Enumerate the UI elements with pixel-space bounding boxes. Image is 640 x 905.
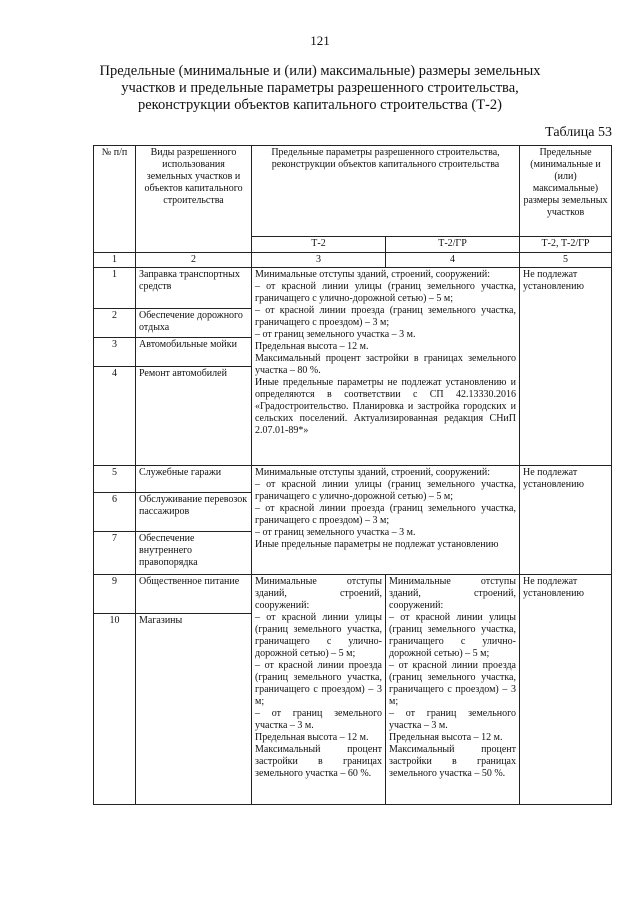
row-kind: Обслуживание перевозок пассажиров <box>136 493 252 532</box>
row-kind: Обеспечение внутреннего правопорядка <box>136 532 252 575</box>
group3-params-t2 <box>252 575 386 805</box>
column-numbers-row <box>94 253 612 268</box>
table-header-row <box>94 146 612 237</box>
param-line: – от границ земельного участка – 3 м. <box>255 329 416 340</box>
param-line: Минимальные отступы зданий, строений, сооружений: <box>389 576 516 611</box>
subheader-both: Т-2, Т-2/ГР <box>520 237 612 253</box>
row-num: 3 <box>94 338 136 367</box>
row-kind: Магазины <box>136 614 252 805</box>
row-kind: Обеспечение дорожного отдыха <box>136 309 252 338</box>
regulations-table <box>93 145 612 805</box>
param-line: Максимальный процент застройки в границах земельного участка – 60 %. <box>255 744 382 779</box>
param-line: Минимальные отступы зданий, строений, сооружений: <box>255 269 491 280</box>
row-num: 4 <box>94 367 136 466</box>
param-line: – от красной линии улицы (границ земельного участка, граничащего с улично-дорожной сетью) – 5 м; <box>389 612 516 659</box>
param-line: Иные предельные параметры не подлежат установлению и определяются в соответствии с СП 42.13330.2016 «Градостроительство. Планировка и застройка городских и сельских поселений. Актуализированная редакция СНиП 2.07.01-89*» <box>255 377 516 436</box>
row-num: 9 <box>94 575 136 614</box>
page-number: 121 <box>310 33 330 48</box>
table-label: Таблица 53 <box>545 125 612 140</box>
table-row <box>94 466 612 493</box>
header-params: Предельные параметры разрешенного строительства, реконструкции объектов капитального строительства <box>252 146 520 237</box>
row-num: 1 <box>94 268 136 309</box>
param-line: Максимальный процент застройки в границах земельного участка – 80 %. <box>255 353 516 376</box>
param-line: Минимальные отступы зданий, строений, сооружений: <box>255 467 491 478</box>
group2-size: Не подлежат установлению <box>520 466 612 575</box>
colnum-4: 4 <box>386 253 520 268</box>
param-line: – от красной линии проезда (границ земельного участка, граничащего с проездом) – 3 м; <box>389 660 516 707</box>
subheader-t2: Т-2 <box>252 237 386 253</box>
param-line: – от красной линии проезда (границ земельного участка, граничащего с проездом) – 3 м; <box>255 305 516 328</box>
colnum-1: 1 <box>94 253 136 268</box>
table-row <box>94 575 612 614</box>
row-kind: Заправка транспортных средств <box>136 268 252 309</box>
param-line: Предельная высота – 12 м. <box>389 732 503 743</box>
table-row <box>94 268 612 309</box>
param-line: – от красной линии улицы (границ земельного участка, граничащего с улично-дорожной сетью) – 5 м; <box>255 612 382 659</box>
group3-params-t2gr <box>386 575 520 805</box>
row-num: 10 <box>94 614 136 805</box>
param-line: – от красной линии улицы (границ земельного участка, граничащего с улично-дорожной сетью) – 5 м; <box>255 479 516 502</box>
group1-params <box>252 268 520 466</box>
subheader-t2gr: Т-2/ГР <box>386 237 520 253</box>
row-kind: Автомобильные мойки <box>136 338 252 367</box>
param-line: – от границ земельного участка – 3 м. <box>389 708 516 731</box>
param-line: – от красной линии проезда (границ земельного участка, граничащего с проездом) – 3 м; <box>255 660 382 707</box>
param-line: Иные предельные параметры не подлежат установлению <box>255 539 499 550</box>
group3-size: Не подлежат установлению <box>520 575 612 805</box>
colnum-5: 5 <box>520 253 612 268</box>
group1-size: Не подлежат установлению <box>520 268 612 466</box>
param-line: – от красной линии улицы (границ земельного участка, граничащего с улично-дорожной сетью) – 5 м; <box>255 281 516 304</box>
row-kind: Служебные гаражи <box>136 466 252 493</box>
param-line: – от границ земельного участка – 3 м. <box>255 527 416 538</box>
header-num: № п/п <box>94 146 136 253</box>
row-num: 2 <box>94 309 136 338</box>
param-line: Максимальный процент застройки в границах земельного участка – 50 %. <box>389 744 516 779</box>
row-kind: Общественное питание <box>136 575 252 614</box>
param-line: Предельная высота – 12 м. <box>255 732 369 743</box>
colnum-3: 3 <box>252 253 386 268</box>
row-kind: Ремонт автомобилей <box>136 367 252 466</box>
header-sizes: Предельные (минимальные и (или) максимальные) размеры земельных участков <box>520 146 612 237</box>
row-num: 7 <box>94 532 136 575</box>
document-title: Предельные (минимальные и (или) максимальные) размеры земельных участков и предельные параметры разрешенного строительства, реконструкции объектов капитального строительства (Т-2) <box>99 63 541 113</box>
header-kinds: Виды разрешенного использования земельных участков и объектов капитального строительства <box>136 146 252 253</box>
param-line: Минимальные отступы зданий, строений, сооружений: <box>255 576 382 611</box>
colnum-2: 2 <box>136 253 252 268</box>
param-line: – от красной линии проезда (границ земельного участка, граничащего с проездом) – 3 м; <box>255 503 516 526</box>
param-line: – от границ земельного участка – 3 м. <box>255 708 382 731</box>
group2-params <box>252 466 520 575</box>
row-num: 5 <box>94 466 136 493</box>
row-num: 6 <box>94 493 136 532</box>
param-line: Предельная высота – 12 м. <box>255 341 369 352</box>
